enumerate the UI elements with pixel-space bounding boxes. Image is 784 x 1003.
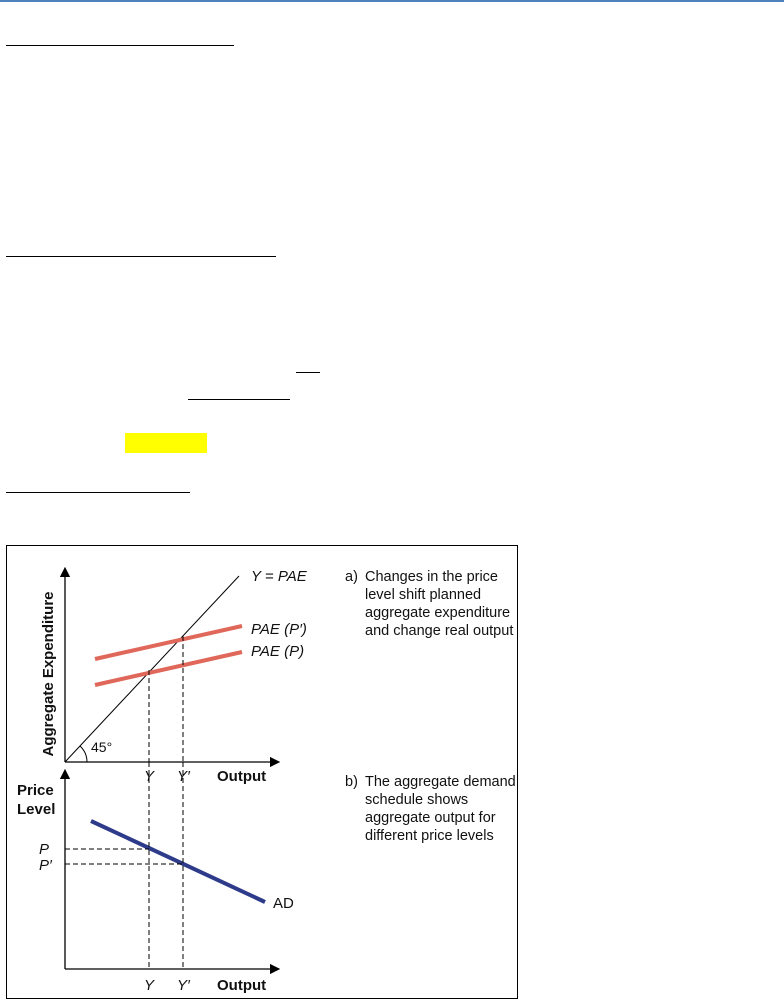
diag-line-label: Y = PAE (251, 568, 307, 585)
top-tick-y-prime: Y′ (177, 768, 190, 785)
note-a-text: Changes in the price level shift planned aggregate expenditure and change real output (365, 569, 514, 639)
pae-p-line (95, 652, 242, 685)
note-b (345, 773, 517, 883)
top-y-axis-label: Aggregate Expenditure (40, 591, 57, 757)
top-tick-y: Y (144, 768, 155, 785)
top-x-axis-label: Output (217, 768, 267, 785)
underline-4 (188, 399, 290, 400)
highlight-mark (125, 433, 207, 453)
angle-label: 45° (91, 739, 113, 755)
bottom-y-axis-label-1: Price (17, 782, 54, 799)
note-a (345, 568, 517, 678)
45-degree-line (65, 576, 239, 762)
angle-arc (80, 746, 87, 762)
note-b-text: The aggregate demand schedule shows aggregate output for different price levels (365, 774, 516, 844)
underline-3 (296, 372, 320, 373)
underline-2 (6, 256, 276, 257)
pae-p-label: PAE (P) (251, 643, 305, 660)
note-a-letter: a) (345, 569, 358, 585)
pae-p-prime-line (95, 626, 242, 659)
tick-p-prime: P′ (39, 857, 52, 874)
underline-1 (6, 45, 234, 46)
bottom-y-axis-label-2: Level (17, 801, 56, 818)
header-rule (0, 0, 784, 2)
ad-label: AD (273, 895, 294, 912)
bottom-x-axis-label: Output (217, 977, 267, 994)
underline-5 (6, 492, 190, 493)
pae-p-prime-label: PAE (P′) (251, 621, 307, 638)
note-b-letter: b) (345, 774, 358, 790)
aggregate-demand-figure (6, 545, 518, 999)
bottom-tick-y-prime: Y′ (177, 977, 190, 994)
bottom-tick-y: Y (144, 977, 155, 994)
ad-curve (91, 821, 265, 902)
tick-p: P (39, 841, 50, 858)
